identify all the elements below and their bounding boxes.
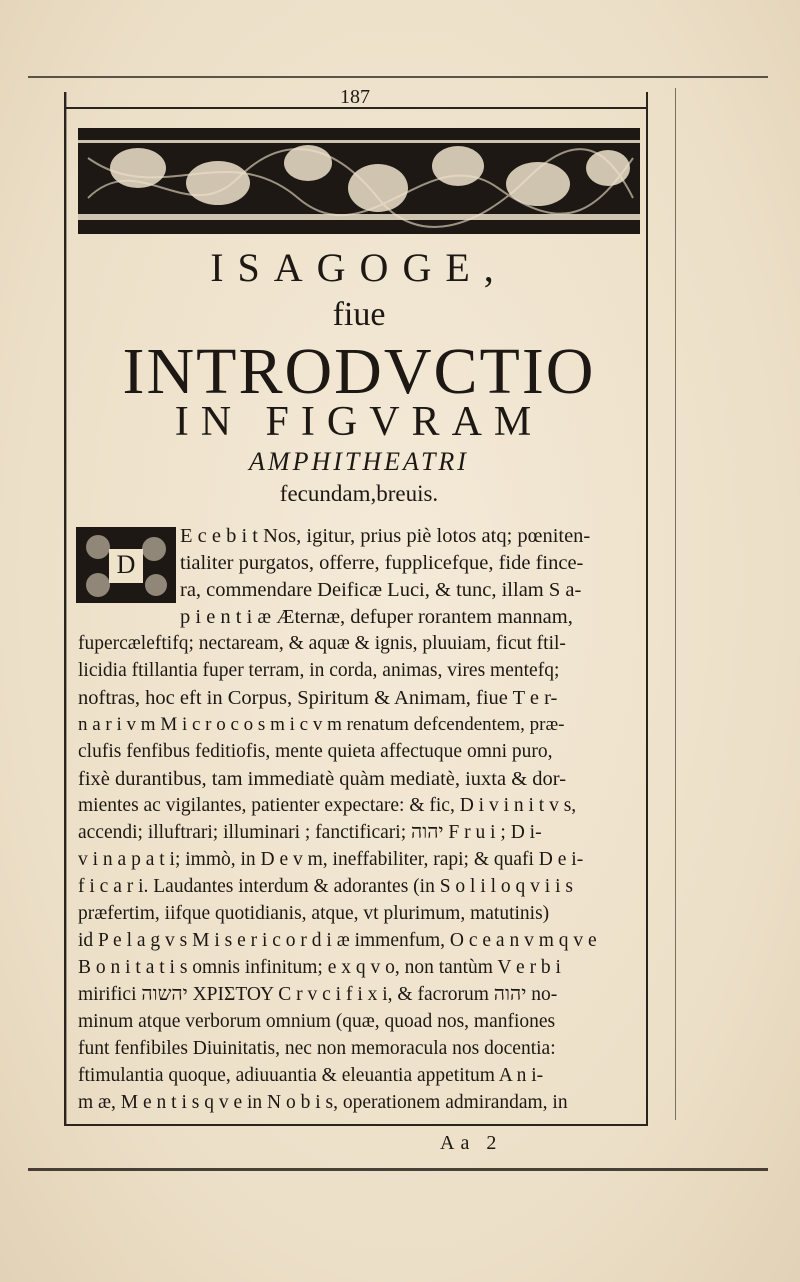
body-line-16: id P e l a g v s M i s e r i c o r d i æ immenfum, O c e a n v m q v e bbox=[78, 930, 597, 951]
body-line-19: minum atque verborum omnium (quæ, quoad nos, manfiones bbox=[78, 1011, 556, 1032]
frame-right-outer-line bbox=[675, 88, 676, 1120]
body-line-7: noftras, hoc eft in Corpus, Spiritum & Animam, fiue T e r- bbox=[78, 687, 558, 709]
frame-left-line-2 bbox=[66, 92, 67, 1124]
body-line-21: ftimulantia quoque, adiuuantia & eleuantia appetitum A n i- bbox=[78, 1065, 544, 1086]
body-line-14: f i c a r i. Laudantes interdum & adorantes (in S o l i l o q v i i s bbox=[78, 876, 573, 897]
frame-bottom-line bbox=[64, 1124, 648, 1126]
body-line-3: ra, commendare Deificæ Luci, & tunc, illam S a- bbox=[180, 579, 582, 601]
title-introductio: INTRODVCTIO bbox=[122, 335, 596, 408]
title-secundam: fecundam,breuis. bbox=[279, 481, 439, 506]
title-in-figuram: IN FIGVRAM bbox=[174, 399, 544, 445]
body-line-9: clufis fenfibus feditiofis, mente quieta affectuque omni puro, bbox=[78, 741, 553, 762]
body-line-6: licidia ftillantia fuper terram, in corda, animas, vires mentefq; bbox=[78, 660, 560, 681]
body-line-2: tialiter purgatos, offerre, fupplicefque, fide fince- bbox=[180, 552, 584, 574]
body-line-20: funt fenfibiles Diuinitatis, nec non memoracula nos docentia: bbox=[78, 1038, 556, 1059]
title-fiue: fiue bbox=[332, 296, 386, 333]
frame-top-line bbox=[28, 76, 768, 78]
frame-right-line bbox=[646, 92, 648, 1124]
body-line-15: præfertim, iifque quotidianis, atque, vt plurimum, matutinis) bbox=[78, 903, 550, 924]
body-line-8: n a r i v m M i c r o c o s m i c v m renatum defcendentem, præ- bbox=[78, 714, 565, 735]
body-line-17: B o n i t a t i s omnis infinitum; e x q v o, non tantùm V e r b i bbox=[78, 957, 561, 978]
body-line-22: m æ, M e n t i s q v e in N o b i s, operationem admirandam, in bbox=[78, 1092, 568, 1113]
title-isagoge: ISAGOGE, bbox=[210, 245, 508, 290]
body-line-10: fixè durantibus, tam immediatè quàm mediatè, iuxta & dor- bbox=[78, 768, 567, 790]
signature-mark: Aa 2 bbox=[440, 1132, 503, 1154]
page-number: 187 bbox=[340, 86, 370, 108]
body-line-11: mientes ac vigilantes, patienter expectare: & fic, D i v i n i t v s, bbox=[78, 795, 577, 816]
ornamental-headpiece bbox=[78, 128, 640, 234]
decorated-initial-letter: D bbox=[116, 550, 136, 579]
frame-footer-line bbox=[28, 1168, 768, 1171]
body-line-4: p i e n t i æ Æternæ, defuper rorantem mannam, bbox=[180, 606, 573, 628]
body-line-12: accendi; illuftrari; illuminari ; fanctificari; יהוה F r u i ; D i- bbox=[78, 822, 542, 843]
body-line-1: E c e b i t Nos, igitur, prius piè lotos atq; pœniten- bbox=[180, 525, 591, 547]
title-amphitheatri: AMPHITHEATRI bbox=[249, 447, 469, 476]
body-line-13: v i n a p a t i; immò, in D e v m, ineffabiliter, rapi; & quafi D e i- bbox=[78, 849, 584, 870]
body-line-5: fupercæleftifq; nectaream, & aquæ & ignis, pluuiam, ficut ftil- bbox=[78, 633, 566, 654]
body-line-18: mirifici יהשוה ΧΡΙΣΤΟΥ C r v c i f i x i, & facrorum יהוה no- bbox=[78, 984, 558, 1005]
